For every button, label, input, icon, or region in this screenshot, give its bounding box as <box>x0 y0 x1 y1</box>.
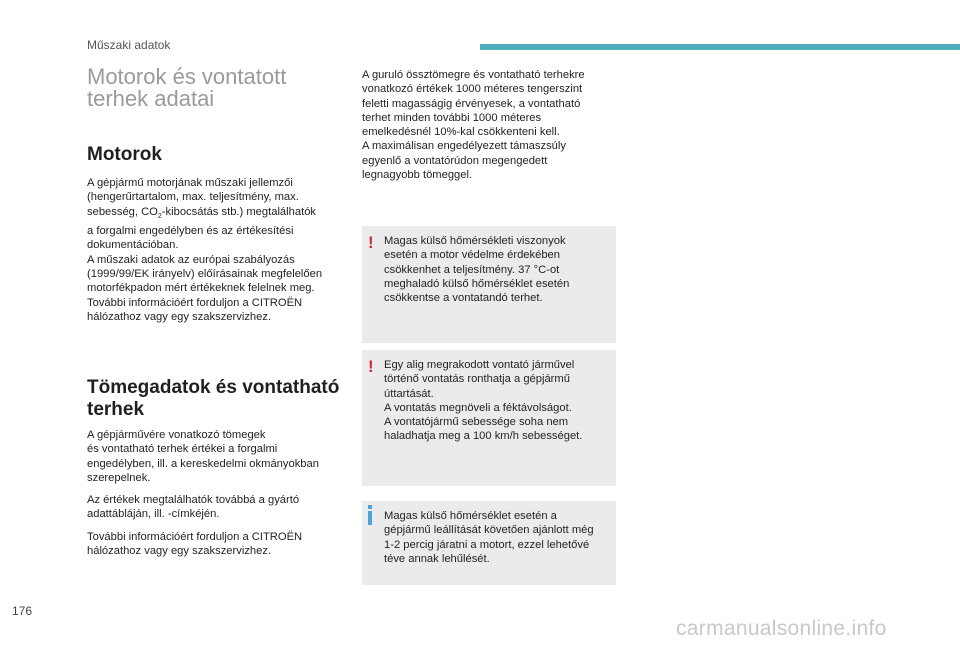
info-text-cooling: Magas külső hőmérséklet esetén a gépjármű leállítását követően ajánlott még 1-2 percig járatni a motort, ezzel lehetővé téve annak lehűlését. <box>384 510 594 565</box>
warning-box-temperature <box>362 226 616 343</box>
tomeg-paragraph-2: Az értékek megtalálhatók továbbá a gyártó adattábláján, ill. -címkéjén. <box>87 494 300 521</box>
section-label: Műszaki adatok <box>87 38 171 52</box>
watermark: carmanualsonline.info <box>676 617 887 640</box>
right-intro-paragraph: A guruló össztömegre és vontatható terhekre vonatkozó értékek 1000 méteres tengerszint feletti magasságig érvényesek, a vontatható terhet minden további 1000 méteres emelkedésnél 10%-kal csökkenteni kell. A maximálisan engedélyezett támaszsúly egyenlő a vontatórúdon megengedett legnagyobb tömeggel. <box>362 69 585 182</box>
page-number: 176 <box>12 604 33 618</box>
heading-motorok: Motorok <box>87 144 162 165</box>
tomeg-paragraph-1: A gépjárművére vonatkozó tömegek és vontatható terhek értékei a forgalmi engedélyben, ill. a kereskedelmi okmányokban szerepelnek. <box>87 429 319 484</box>
motorok-text-rest: -kibocsátás stb.) megtalálhatók a forgalmi engedélyben és az értékesítési dokumentációban. A műszaki adatok az európai szabályozás (1999/99/EK irányelv) előírásainak megfelelően motorfékpadon mért értékeknek felelnek meg. További információért forduljon a CITROËN hálózathoz vagy egy szakszervizhez. <box>87 205 323 323</box>
warning-text-temperature: Magas külső hőmérsékleti viszonyok esetén a motor védelme érdekében csökkenhet a teljesítmény. 37 °C-ot meghaladó külső hőmérséklet esetén csökkentse a vontatandó terhet. <box>384 235 570 305</box>
tomeg-paragraph-3: További információért forduljon a CITROËN hálózathoz vagy egy szakszervizhez. <box>87 531 303 558</box>
warning-box-towing <box>362 350 616 486</box>
co2-subscript: 2 <box>157 212 162 220</box>
warning-exclamation-icon: ! <box>368 233 374 252</box>
header-accent-bar <box>480 44 960 50</box>
warning-exclamation-icon: ! <box>368 357 374 376</box>
info-box-cooling <box>362 501 616 585</box>
motorok-text-start: A gépjármű motorjának műszaki jellemzői (hengerűrtartalom, max. teljesítmény, max. sebesség, CO <box>87 177 299 218</box>
motorok-paragraph <box>87 176 357 324</box>
warning-text-towing: Egy alig megrakodott vontató járművel történő vontatás ronthatja a gépjármű úttartását. A vontatás megnöveli a féktávolságot. A vontatójármű sebessége soha nem haladhatja meg a 100 km/h sebességet. <box>384 359 583 443</box>
page-title: Motorok és vontatott terhek adatai <box>87 64 287 111</box>
heading-tomegadatok: Tömegadatok és vontatható terhek <box>87 377 340 420</box>
info-icon <box>368 511 372 525</box>
